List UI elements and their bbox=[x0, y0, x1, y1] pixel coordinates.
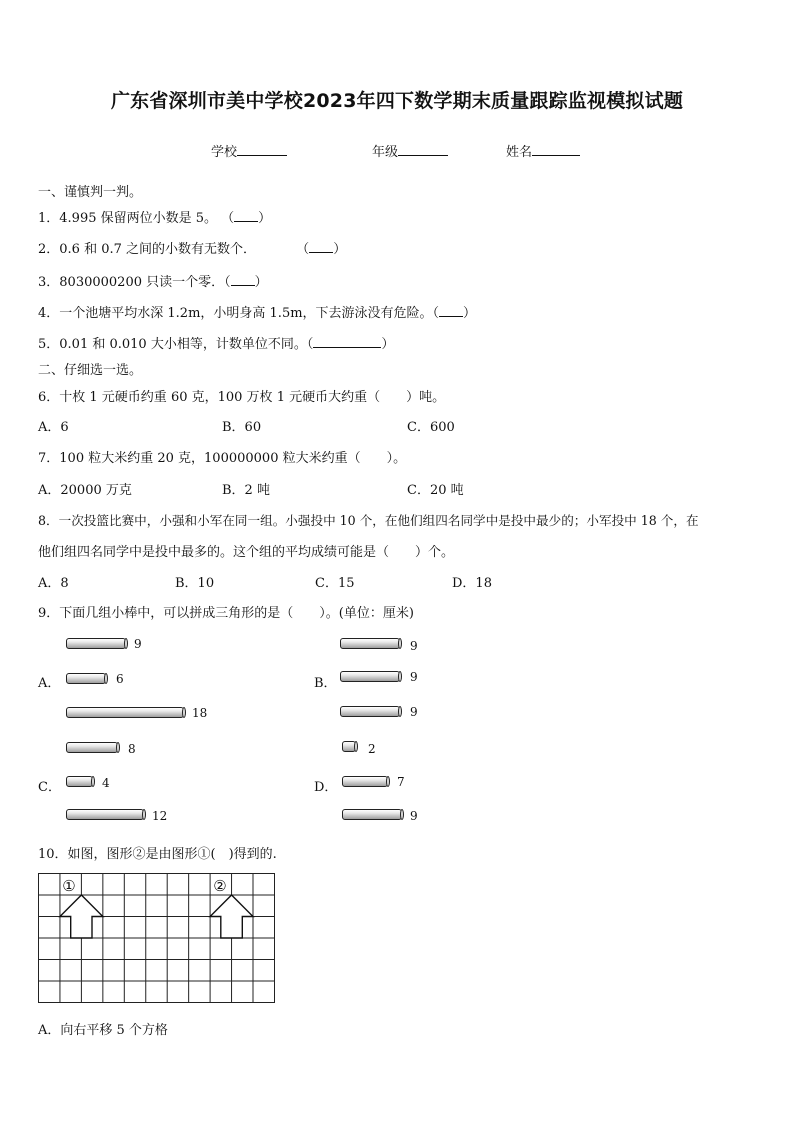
rod-a-1 bbox=[66, 638, 126, 649]
rod-d-2 bbox=[342, 776, 388, 787]
q7-option-c[interactable]: C．20 吨 bbox=[407, 483, 464, 498]
rod-b-2-length: 9 bbox=[410, 670, 418, 684]
page-title: 广东省深圳市美中学校2023年四下数学期末质量跟踪监视模拟试题 bbox=[110, 90, 684, 112]
rod-c-2-length: 4 bbox=[102, 776, 110, 790]
arrow-shape-1 bbox=[60, 895, 103, 938]
question-1-answer[interactable] bbox=[234, 209, 258, 222]
rod-b-2 bbox=[340, 671, 400, 682]
question-5-text: 5．0.01 和 0.010 大小相等，计数单位不同。（ bbox=[38, 337, 314, 352]
question-3 bbox=[38, 271, 268, 290]
rod-a-3 bbox=[66, 707, 184, 718]
grade-field bbox=[372, 141, 448, 160]
question-4-text: 4．一个池塘平均水深 1.2m，小明身高 1.5m，下去游泳没有危险。（ bbox=[38, 306, 440, 321]
rod-c-3 bbox=[66, 809, 144, 820]
rod-c-2 bbox=[66, 776, 93, 787]
q9-option-b[interactable]: B． bbox=[314, 676, 337, 691]
question-6: 6．十枚 1 元硬币约重 60 克，100 万枚 1 元硬币大约重（ ）吨。 bbox=[38, 390, 446, 405]
grade-blank[interactable] bbox=[398, 142, 448, 156]
question-2-close: ） bbox=[333, 242, 347, 257]
question-2-text: 2．0.6 和 0.7 之间的小数有无数个． bbox=[38, 242, 257, 257]
rod-d-2-length: 7 bbox=[397, 775, 405, 789]
question-8-line-1: 8．一次投篮比赛中，小强和小军在同一组。小强投中 10 个，在他们组四名同学中是投中最少的；小军投中 18 个，在 bbox=[38, 513, 699, 528]
rod-c-1 bbox=[66, 742, 118, 753]
question-4-answer[interactable] bbox=[439, 304, 463, 317]
shape-2-mark: ② bbox=[213, 877, 227, 895]
question-8-line-2: 他们组四名同学中是投中最多的。这个组的平均成绩可能是（ ）个。 bbox=[38, 545, 455, 560]
question-3-answer[interactable] bbox=[231, 273, 255, 286]
name-blank[interactable] bbox=[532, 142, 580, 156]
rod-d-1-length: 2 bbox=[368, 742, 376, 756]
rod-d-3-length: 9 bbox=[410, 809, 418, 823]
section-1-heading: 一、谨慎判一判。 bbox=[38, 185, 143, 200]
question-2 bbox=[38, 238, 346, 257]
rod-d-1 bbox=[342, 741, 356, 752]
q7-option-a[interactable]: A．20000 万克 bbox=[38, 483, 132, 498]
rod-b-1-length: 9 bbox=[410, 639, 418, 653]
q9-option-a[interactable]: A． bbox=[38, 676, 61, 691]
question-10: 10．如图，图形②是由图形①( )得到的. bbox=[38, 847, 277, 862]
rod-b-3 bbox=[340, 706, 400, 717]
translation-grid bbox=[38, 873, 278, 1005]
question-4 bbox=[38, 302, 476, 321]
q8-option-b[interactable]: B．10 bbox=[175, 576, 215, 591]
question-5 bbox=[38, 333, 394, 352]
rod-a-2-length: 6 bbox=[116, 672, 124, 686]
q10-option-a[interactable]: A．向右平移 5 个方格 bbox=[38, 1023, 168, 1038]
name-label: 姓名 bbox=[506, 145, 533, 160]
school-field bbox=[211, 141, 287, 160]
question-9: 9．下面几组小棒中，可以拼成三角形的是（ ）。(单位：厘米) bbox=[38, 606, 414, 621]
arrow-shape-2 bbox=[210, 895, 253, 938]
school-label: 学校 bbox=[211, 145, 238, 160]
grade-label: 年级 bbox=[372, 145, 399, 160]
q8-option-c[interactable]: C．15 bbox=[315, 576, 355, 591]
question-1-close: ） bbox=[258, 211, 272, 226]
question-2-open: （ bbox=[296, 242, 310, 257]
rod-a-3-length: 18 bbox=[192, 706, 208, 720]
q6-option-b[interactable]: B．60 bbox=[222, 420, 262, 435]
question-5-answer[interactable] bbox=[313, 335, 381, 348]
question-5-close: ） bbox=[381, 337, 395, 352]
question-1 bbox=[38, 207, 271, 226]
school-blank[interactable] bbox=[237, 142, 287, 156]
q8-option-a[interactable]: A．8 bbox=[38, 576, 69, 591]
shape-1-mark: ① bbox=[62, 877, 76, 895]
question-4-close: ） bbox=[463, 306, 477, 321]
rod-d-3 bbox=[342, 809, 402, 820]
rod-a-2 bbox=[66, 673, 106, 684]
rod-b-1 bbox=[340, 638, 400, 649]
rod-b-3-length: 9 bbox=[410, 705, 418, 719]
section-2-heading: 二、仔细选一选。 bbox=[38, 363, 143, 378]
rod-c-3-length: 12 bbox=[152, 809, 168, 823]
question-3-close: ） bbox=[254, 275, 268, 290]
question-7: 7．100 粒大米约重 20 克，100000000 粒大米约重（ ）。 bbox=[38, 451, 407, 466]
q6-option-c[interactable]: C．600 bbox=[407, 420, 455, 435]
question-2-answer[interactable] bbox=[309, 240, 333, 253]
q7-option-b[interactable]: B．2 吨 bbox=[222, 483, 270, 498]
q8-option-d[interactable]: D．18 bbox=[452, 576, 492, 591]
rod-a-1-length: 9 bbox=[134, 637, 142, 651]
name-field bbox=[506, 141, 580, 160]
rod-c-1-length: 8 bbox=[128, 742, 136, 756]
q9-option-c[interactable]: C． bbox=[38, 780, 61, 795]
question-3-text: 3．8030000200 只读一个零．（ bbox=[38, 275, 231, 290]
q9-option-d[interactable]: D． bbox=[314, 780, 338, 795]
q6-option-a[interactable]: A．6 bbox=[38, 420, 69, 435]
question-1-text: 1．4.995 保留两位小数是 5。 （ bbox=[38, 211, 235, 226]
